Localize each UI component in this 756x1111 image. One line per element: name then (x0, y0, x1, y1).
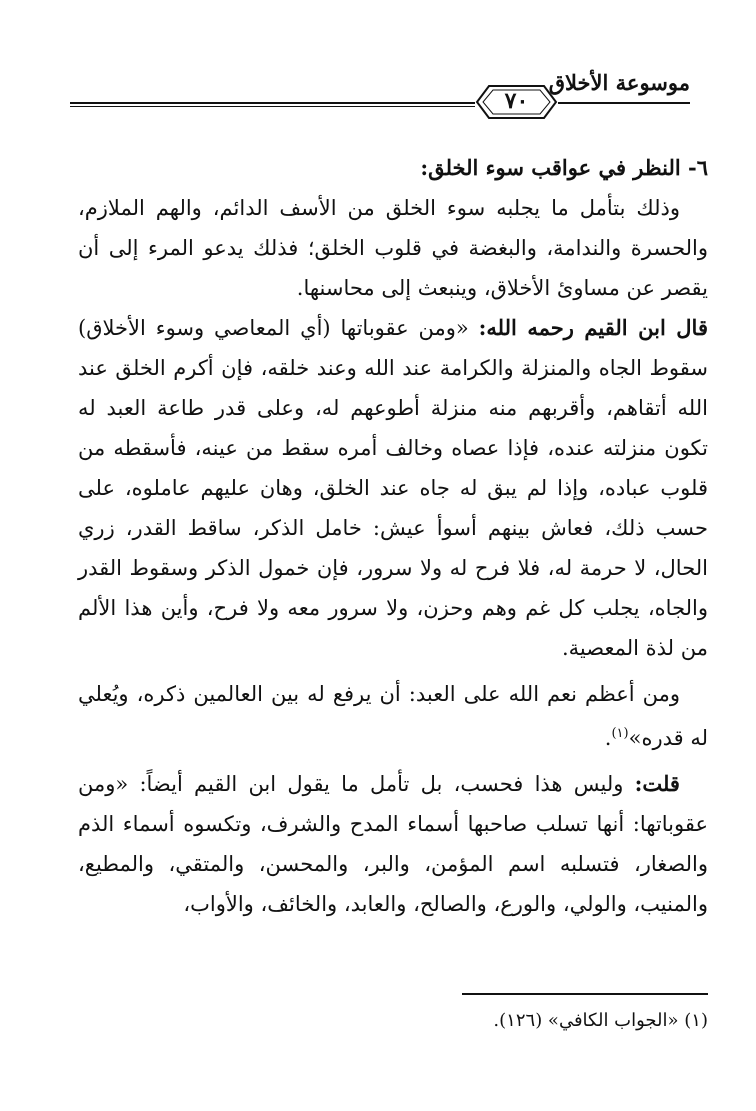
quote-text: «ومن عقوباتها (أي المعاصي وسوء الأخلاق) سقوط الجاه والمنزلة والكرامة عند الله وعند خلقه، فإن أكرم الخلق عند الله أتقاهم، وأقربهم منه منزلة أطوعهم له، وعلى قدر طاعة العبد له تكون منزلته عنده، فإذا عصاه وخالف أمره سقط من عينه، فأسقطه من قلوب عباده، وإذا لم يبق له جاه عند الخلق، وهان عليهم عاملوه، على حسب ذلك، فعاش بينهم أسوأ عيش: خامل الذكر، ساقط القدر، زري الحال، لا حرمة له، فلا فرح له ولا سرور، فإن خمول الذكر وسقوط القدر والجاه، يجلب كل غم وهم وحزن، ولا سرور معه ولا فرح، وأين هذا الألم من لذة المعصية. (78, 316, 708, 660)
header-rule-left-thin (70, 106, 475, 107)
main-text (78, 148, 708, 924)
paragraph-4 (78, 764, 708, 924)
paragraph-3-end: . (604, 726, 612, 750)
book-title: موسوعة الأخلاق (548, 70, 690, 95)
footnote-ref: (١) (611, 726, 629, 741)
section-heading: ٦- النظر في عواقب سوء الخلق: (420, 155, 708, 180)
header-rule-left (70, 102, 475, 104)
paragraph-4-text: وليس هذا فحسب، بل تأمل ما يقول ابن القيم أيضاً: «ومن عقوباتها: أنها تسلب صاحبها أسماء المدح والشرف، وتكسوه أسماء الذم والصغار، فتسلبه اسم المؤمن، والبر، والمحسن، والمتقي، والمطيع، والمنيب، والولي، والورع، والصالح، والعابد، والخائف، والأواب، (78, 772, 708, 916)
page-header (70, 58, 690, 138)
paragraph-2 (78, 308, 708, 668)
footnote-rule (462, 993, 708, 995)
footnote: (١) «الجواب الكافي» (١٢٦). (493, 1010, 708, 1031)
paragraph-3 (78, 674, 708, 758)
header-rule-right (558, 102, 690, 104)
page-number: ٧٠ (504, 88, 529, 114)
paragraph-3-text: ومن أعظم نعم الله على العبد: أن يرفع له بين العالمين ذكره، ويُعلي له قدره» (78, 682, 708, 750)
page-number-badge (475, 84, 558, 120)
author-note-label: قلت: (634, 771, 680, 796)
quote-attribution: قال ابن القيم رحمه الله: (478, 315, 708, 340)
paragraph-1: وذلك بتأمل ما يجلبه سوء الخلق من الأسف الدائم، والهم الملازم، والحسرة والندامة، والبغضة في قلوب الخلق؛ فذلك يدعو المرء إلى أن يقصر عن مساوئ الأخلاق، وينبعث إلى محاسنها. (78, 196, 708, 300)
